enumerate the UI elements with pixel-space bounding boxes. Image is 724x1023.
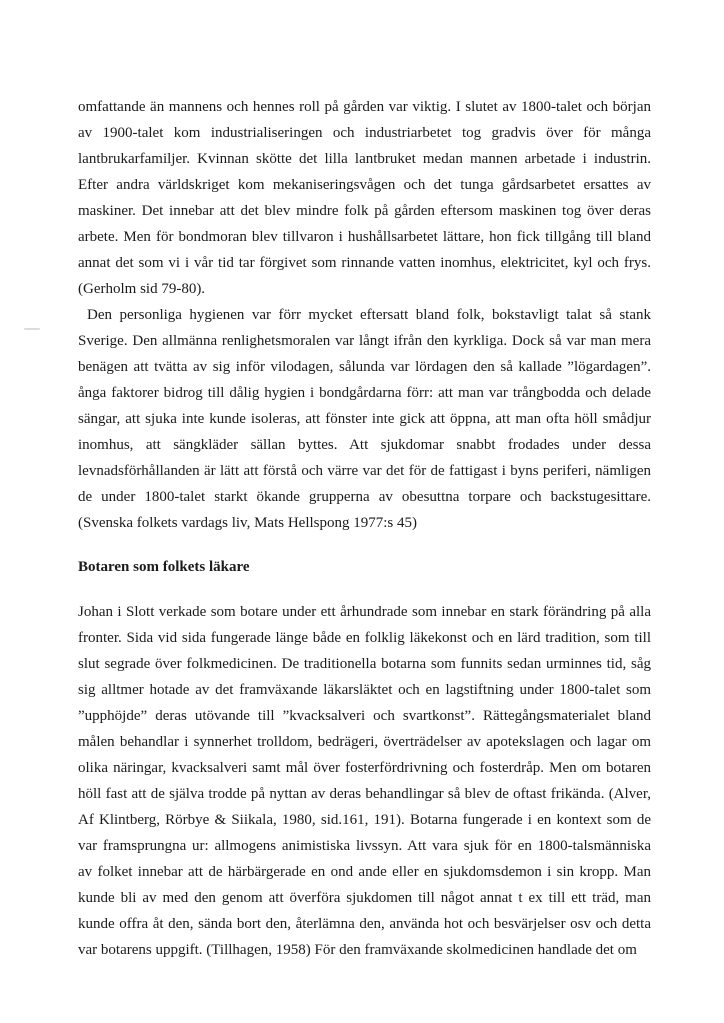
text-line: annat det som vi i vår tid tar förgivet som rinnande vatten inomhus, elektricitet, kyl och frys.: [78, 255, 651, 271]
text-line: sig alltmer hotade av det framväxande läkarsläktet och en lagstiftning under 1800-talet som: [78, 682, 651, 698]
text-line: arbete. Men för bondmoran blev tillvaron i hushållsarbetet lättare, hon fick tillgång till bland: [78, 229, 651, 245]
document-text: [78, 94, 651, 963]
text-line: av folket innebar att de härbärgerade en ond ande eller en sjukdomsdemon i sin kropp. Man: [78, 864, 651, 880]
text-line: ånga faktorer bidrog till dålig hygien i bondgårdarna förr: att man var trångbodda och delade: [78, 385, 651, 401]
text-line: omfattande än mannens och hennes roll på gården var viktig. I slutet av 1800-talet och början: [78, 99, 651, 115]
text-line: sängar, att sjuka inte kunde isoleras, att fönster inte gick att öppna, att man ofta höll smådjur: [78, 411, 651, 427]
text-line: maskiner. Det innebar att det blev mindre folk på gården eftersom maskinen tog över deras: [78, 203, 651, 219]
text-line: ”upphöjde” deras utövande till ”kvacksalveri och svartkonst”. Rättegångsmaterialet bland: [78, 708, 651, 724]
text-line: kunde bli av med den genom att överföra sjukdomen till något annat t ex till ett träd, man: [78, 890, 651, 906]
text-line: Af Klintberg, Rörbye & Siikala, 1980, sid.161, 191). Botarna fungerade i en kontext som de: [78, 812, 651, 828]
text-line: var framsprungna ur: allmogens animistiska livssyn. Att vara sjuk för en 1800-talsmänniska: [78, 838, 651, 854]
text-line: (Gerholm sid 79-80).: [78, 281, 206, 297]
text-line: målen behandlar i synnerhet trolldom, bedrägeri, överträdelser av apotekslagen och lagar om: [78, 734, 651, 750]
paragraph: [78, 599, 651, 963]
text-line: slut segrade över folkmedicinen. De traditionella botarna som funnits sedan urminnes tid, såg: [78, 656, 651, 672]
text-line: fronter. Sida vid sida fungerade länge både en folklig läkekonst och en lärd tradition, som till: [78, 630, 651, 646]
text-line: olika näringar, kvacksalveri samt mål över fosterfördrivning och fosterdråp. Men om botaren: [78, 760, 651, 776]
text-line: Johan i Slott verkade som botare under ett århundrade som innebar en stark förändring på alla: [78, 604, 651, 620]
text-line: benägen att tvätta av sig inför vilodagen, sålunda var lördagen den så kallade ”lögardagen”.: [78, 359, 651, 375]
text-line: (Svenska folkets vardags liv, Mats Hellspong 1977:s 45): [78, 515, 417, 531]
text-line: kunde offra åt den, sända bort den, återlämna den, använda hot och besvärjelser osv och detta: [78, 916, 651, 932]
text-line: Efter andra världskriget kom mekaniseringsvågen och det tunga gårdsarbetet ersattes av: [78, 177, 651, 193]
text-line: Sverige. Den allmänna renlighetsmoralen var långt ifrån den kyrkliga. Dock så var man mera: [78, 333, 651, 349]
text-line: Den personliga hygienen var förr mycket eftersatt bland folk, bokstavligt talat så stank: [87, 307, 651, 323]
section-heading: Botaren som folkets läkare: [78, 559, 250, 575]
margin-mark: [24, 328, 40, 330]
paragraph: [78, 94, 651, 302]
text-line: lantbrukarfamiljer. Kvinnan skötte det lilla lantbruket medan mannen arbetade i industrin.: [78, 151, 651, 167]
paragraph: [78, 302, 651, 536]
text-line: de under 1800-talet starkt ökande grupperna av obesuttna torpare och backstugesittare.: [78, 489, 651, 505]
text-line: inomhus, att sängkläder sällan byttes. Att sjukdomar snabbt frodades under dessa: [78, 437, 651, 453]
text-line: höll fast att de själva trodde på nyttan av deras behandlingar så blev de oftast frikända. (Alver,: [78, 786, 651, 802]
text-line: av 1900-talet kom industrialiseringen och industriarbetet tog gradvis över för många: [78, 125, 651, 141]
text-line: levnadsförhållanden är lätt att förstå och värre var det för de fattigast i byns periferi, nämligen: [78, 463, 651, 479]
text-line: var botarens uppgift. (Tillhagen, 1958) För den framväxande skolmedicinen handlade det om: [78, 942, 637, 958]
